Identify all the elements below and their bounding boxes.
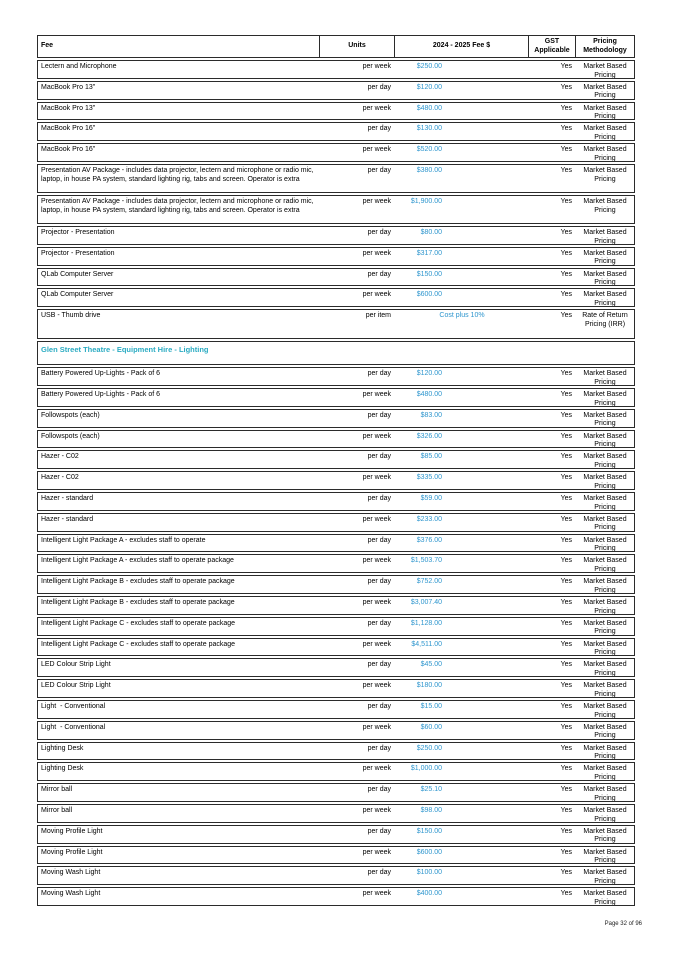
pricing-methodology-value: Rate of Return Pricing (IRR) [582,312,628,328]
gst-applicable-value: Yes [560,83,572,91]
fee-units: per day [367,453,391,461]
section-row [37,341,635,365]
fee-value: $1,503.70 [410,557,442,565]
table-row [37,866,635,885]
fee-table [37,35,635,908]
table-row [37,762,635,781]
gst-applicable-value: Yes [560,494,572,502]
fee-value: $752.00 [416,578,442,586]
fee-name: Moving Wash Light [41,869,101,877]
table-row [37,367,635,386]
fee-units: per day [367,744,391,752]
fee-name: Battery Powered Up-Lights - Pack of 6 [41,390,161,398]
fee-units: per week [362,682,391,690]
fee-name: Presentation AV Package - includes data projector, lectern and microphone or radio mic, laptop, in house PA system, standard lighting rig, tabs and screen. Operator is extra [41,197,316,214]
fee-name: Intelligent Light Package C - excludes staff to operate package [41,640,236,648]
fee-units: per week [362,598,391,606]
table-row [37,81,635,100]
table-row [37,143,635,162]
fee-value: $15.00 [420,702,442,710]
pricing-methodology-value: Market Based Pricing [583,197,627,214]
fee-value: $60.00 [420,723,442,731]
column-header-units: Units [320,36,395,57]
fee-value: $250.00 [416,744,442,752]
fee-value: $380.00 [416,166,442,174]
gst-applicable-value: Yes [560,249,572,257]
gst-applicable-value: Yes [560,312,572,320]
fee-units: per week [362,806,391,814]
pricing-methodology-value: Market Based Pricing [583,536,627,553]
pricing-methodology-value: Market Based Pricing [583,661,627,677]
pricing-methodology-value: Market Based Pricing [583,827,627,844]
column-header-fee-2024-2025: 2024 - 2025 Fee $ [395,36,529,57]
fee-name: MacBook Pro 16" [41,146,96,154]
fee-units: per week [362,432,391,440]
gst-applicable-value: Yes [560,890,572,898]
gst-applicable-value: Yes [560,125,572,133]
pricing-methodology-value: Market Based Pricing [583,411,627,428]
gst-applicable-value: Yes [560,432,572,440]
pricing-methodology-value: Market Based Pricing [583,515,627,532]
fee-value: $335.00 [416,474,442,482]
fee-units: per day [367,228,391,236]
page-number: Page 32 of 96 [604,921,642,927]
gst-applicable-value: Yes [560,848,572,856]
pricing-methodology-value: Market Based Pricing [583,494,627,511]
fee-units: per day [367,370,391,378]
fee-value: $1,900.00 [410,197,442,205]
fee-name: Intelligent Light Package A - excludes staff to operate package [41,557,234,565]
table-row [37,471,635,490]
table-row [37,846,635,865]
table-row [37,679,635,698]
fee-units: per day [367,578,391,586]
table-row [37,742,635,761]
fee-name: MacBook Pro 13" [41,104,96,112]
gst-applicable-value: Yes [560,640,572,648]
fee-value: $520.00 [416,146,442,154]
fee-name: Intelligent Light Package A - excludes staff to operate [41,536,206,544]
fee-name: Hazer - C02 [41,453,79,461]
gst-applicable-value: Yes [560,723,572,731]
table-row [37,804,635,823]
fee-value: $100.00 [416,869,442,877]
fee-name: QLab Computer Server [41,291,114,299]
fee-value: $150.00 [416,827,442,835]
fee-units: per week [362,146,391,154]
gst-applicable-value: Yes [560,598,572,606]
gst-applicable-value: Yes [560,453,572,461]
gst-applicable-value: Yes [560,557,572,565]
gst-applicable-value: Yes [560,146,572,154]
pricing-methodology-value: Market Based Pricing [583,723,627,740]
table-row [37,783,635,802]
fee-name: Intelligent Light Package C - excludes staff to operate package [41,619,236,627]
fee-units: per week [362,197,391,205]
fee-units: per week [362,765,391,773]
pricing-methodology-value: Market Based Pricing [583,453,627,469]
fee-units: per day [367,869,391,877]
gst-applicable-value: Yes [560,411,572,419]
table-row [37,887,635,906]
fee-value: $233.00 [416,515,442,523]
pricing-methodology-value: Market Based Pricing [583,291,627,307]
table-row [37,122,635,141]
pricing-methodology-value: Market Based Pricing [583,474,627,490]
fee-name: MacBook Pro 16" [41,125,96,133]
fee-units: per day [367,83,391,91]
fee-units: per day [367,702,391,710]
fee-value: $600.00 [416,848,442,856]
fee-value: $130.00 [416,125,442,133]
fee-units: per day [367,494,391,502]
pricing-methodology-value: Market Based Pricing [583,63,627,79]
pricing-methodology-value: Market Based Pricing [583,125,627,141]
table-row [37,164,635,193]
pricing-methodology-value: Market Based Pricing [583,640,627,657]
table-row [37,409,635,428]
fee-value: $120.00 [416,370,442,378]
pricing-methodology-value: Market Based Pricing [583,390,627,407]
table-row [37,721,635,740]
fee-units: per week [362,723,391,731]
fee-value: $85.00 [420,453,442,461]
table-row [37,554,635,573]
fee-value: $80.00 [420,228,442,236]
table-row [37,195,635,224]
fee-units: per day [367,786,391,794]
table-row [37,638,635,657]
fee-value: $180.00 [416,682,442,690]
pricing-methodology-value: Market Based Pricing [583,848,627,865]
table-row [37,513,635,532]
gst-applicable-value: Yes [560,765,572,773]
fee-name: Presentation AV Package - includes data projector, lectern and microphone or radio mic, laptop, in house PA system, standard lighting rig, tabs and screen. Operator is extra [41,166,316,183]
fee-value: $45.00 [420,661,442,669]
fee-units: per week [362,249,391,257]
fee-value: $376.00 [416,536,442,544]
fee-units: per week [362,104,391,112]
fee-value: Cost plus 10% [439,312,485,320]
gst-applicable-value: Yes [560,197,572,205]
fee-name: Lighting Desk [41,744,84,752]
pricing-methodology-value: Market Based Pricing [583,598,627,615]
gst-applicable-value: Yes [560,578,572,586]
fee-name: Projector - Presentation [41,228,115,236]
fee-units: per day [367,125,391,133]
fee-value: $59.00 [420,494,442,502]
fee-name: Intelligent Light Package B - excludes staff to operate package [41,598,235,606]
fee-units: per week [362,557,391,565]
fee-units: per day [367,827,391,835]
fee-units: per item [365,312,391,320]
gst-applicable-value: Yes [560,474,572,482]
fee-name: QLab Computer Server [41,270,114,278]
fee-value: $25.10 [420,786,442,794]
fee-name: MacBook Pro 13" [41,83,96,91]
pricing-methodology-value: Market Based Pricing [583,806,627,823]
fee-name: LED Colour Strip Light [41,682,111,690]
fee-name: USB - Thumb drive [41,312,101,320]
gst-applicable-value: Yes [560,536,572,544]
pricing-methodology-value: Market Based Pricing [583,869,627,885]
fee-units: per week [362,474,391,482]
fee-value: $480.00 [416,390,442,398]
pricing-methodology-value: Market Based Pricing [583,432,627,449]
gst-applicable-value: Yes [560,682,572,690]
fee-name: Moving Profile Light [41,827,103,835]
fee-units: per week [362,63,391,70]
fee-name: Lighting Desk [41,765,84,773]
fee-units: per day [367,536,391,544]
table-row [37,534,635,553]
table-row [37,596,635,615]
fee-value: $1,128.00 [410,619,442,627]
pricing-methodology-value: Market Based Pricing [583,249,627,266]
fee-units: per day [367,270,391,278]
fee-name: Mirror ball [41,806,73,814]
fee-name: Moving Wash Light [41,890,101,898]
fee-name: Hazer - C02 [41,474,79,482]
fee-value: $4,511.00 [411,640,442,648]
fee-value: $317.00 [416,249,442,257]
pricing-methodology-value: Market Based Pricing [583,702,627,719]
gst-applicable-value: Yes [560,104,572,112]
pricing-methodology-value: Market Based Pricing [583,166,627,183]
fee-name: Light - Conventional [41,702,106,710]
fee-name: Hazer - standard [41,494,94,502]
gst-applicable-value: Yes [560,63,572,70]
fee-units: per week [362,291,391,299]
gst-applicable-value: Yes [560,786,572,794]
fee-name: Light - Conventional [41,723,106,731]
pricing-methodology-value: Market Based Pricing [583,104,627,121]
fee-units: per day [367,411,391,419]
table-row [37,288,635,307]
pricing-methodology-value: Market Based Pricing [583,765,627,781]
fee-units: per week [362,390,391,398]
table-header [37,35,635,58]
fee-value: $3,007.40 [410,598,442,606]
fee-value: $480.00 [416,104,442,112]
fee-name: Projector - Presentation [41,249,115,257]
table-row [37,388,635,407]
pricing-methodology-value: Market Based Pricing [583,890,627,906]
gst-applicable-value: Yes [560,166,572,174]
fee-units: per day [367,166,391,174]
fee-name: Mirror ball [41,786,73,794]
fee-value: $1,000.00 [410,765,442,773]
fee-name: Battery Powered Up-Lights - Pack of 6 [41,370,161,378]
pricing-methodology-value: Market Based Pricing [583,557,627,573]
gst-applicable-value: Yes [560,661,572,669]
table-row [37,450,635,469]
pricing-methodology-value: Market Based Pricing [583,619,627,636]
table-row [37,226,635,245]
table-row [37,617,635,636]
table-row [37,247,635,266]
fee-name: Intelligent Light Package B - excludes staff to operate package [41,578,235,586]
table-row [37,658,635,677]
table-row [37,309,635,339]
pricing-methodology-value: Market Based Pricing [583,744,627,761]
fee-units: per day [367,619,391,627]
pricing-methodology-value: Market Based Pricing [583,146,627,162]
pricing-methodology-value: Market Based Pricing [583,228,627,245]
table-row [37,268,635,287]
fee-name: Followspots (each) [41,432,100,440]
fee-name: LED Colour Strip Light [41,661,111,669]
gst-applicable-value: Yes [560,744,572,752]
fee-value: $326.00 [416,432,442,440]
table-row [37,700,635,719]
gst-applicable-value: Yes [560,228,572,236]
gst-applicable-value: Yes [560,869,572,877]
pricing-methodology-value: Market Based Pricing [583,682,627,698]
table-row [37,492,635,511]
gst-applicable-value: Yes [560,270,572,278]
fee-units: per week [362,848,391,856]
gst-applicable-value: Yes [560,827,572,835]
pricing-methodology-value: Market Based Pricing [583,370,627,386]
fee-value: $250.00 [416,63,442,70]
table-row [37,60,635,79]
pricing-methodology-value: Market Based Pricing [583,786,627,802]
fee-name: Hazer - standard [41,515,94,523]
fee-value: $600.00 [416,291,442,299]
fee-value: $83.00 [420,411,442,419]
fee-name: Moving Profile Light [41,848,103,856]
pricing-methodology-value: Market Based Pricing [583,83,627,100]
column-header-fee: Fee [38,36,320,57]
fee-table-body [37,60,635,906]
table-row [37,575,635,594]
fee-value: $120.00 [416,83,442,91]
table-row [37,102,635,121]
gst-applicable-value: Yes [560,806,572,814]
gst-applicable-value: Yes [560,702,572,710]
fee-units: per week [362,890,391,898]
gst-applicable-value: Yes [560,515,572,523]
fee-name: Lectern and Microphone [41,63,117,70]
fee-name: Followspots (each) [41,411,100,419]
column-header-pricing-methodology: Pricing Methodology [583,38,627,54]
fee-value: $98.00 [420,806,442,814]
fee-units: per week [362,515,391,523]
pricing-methodology-value: Market Based Pricing [583,270,627,287]
fee-units: per week [362,640,391,648]
fee-units: per day [367,661,391,669]
gst-applicable-value: Yes [560,291,572,299]
section-heading: Glen Street Theatre - Equipment Hire - Lighting [41,345,209,355]
column-header-gst-applicable: GST Applicable [529,36,576,57]
gst-applicable-value: Yes [560,619,572,627]
pricing-methodology-value: Market Based Pricing [583,578,627,594]
fee-value: $150.00 [416,270,442,278]
fee-value: $400.00 [416,890,442,898]
table-row [37,825,635,844]
gst-applicable-value: Yes [560,390,572,398]
table-row [37,430,635,449]
gst-applicable-value: Yes [560,370,572,378]
